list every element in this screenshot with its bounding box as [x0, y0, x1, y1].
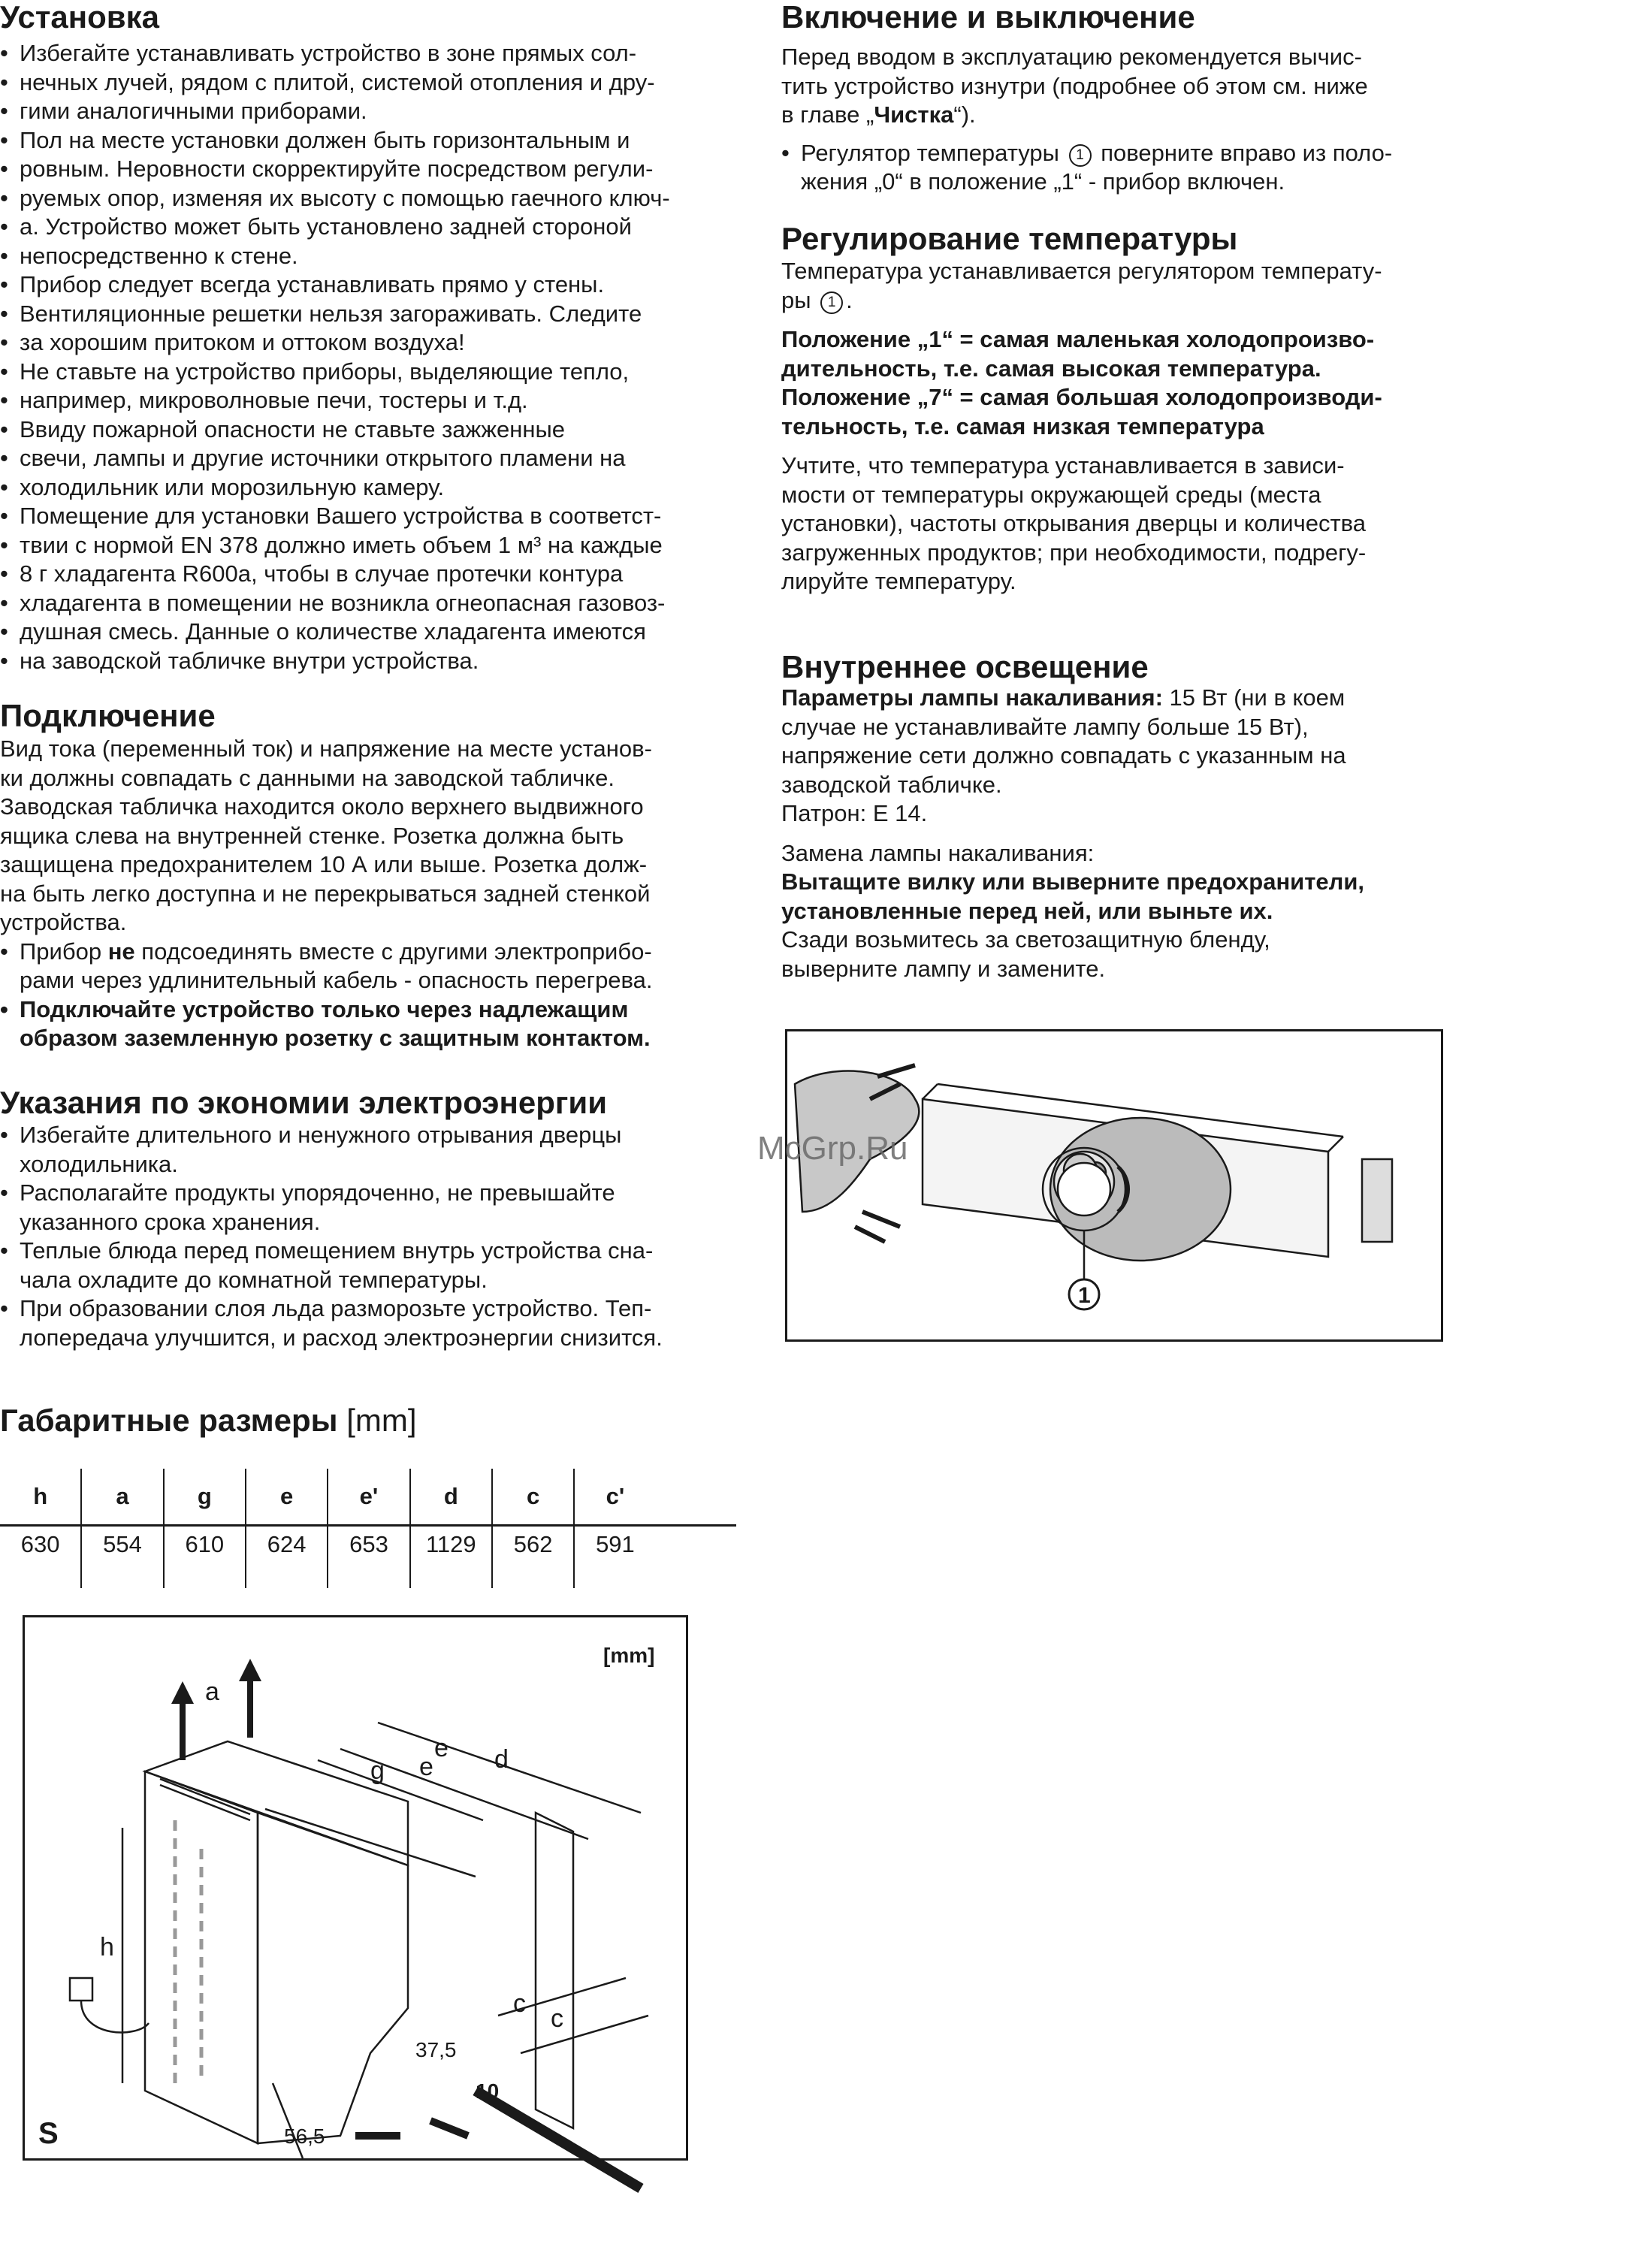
text: рами через удлинительный кабель - опасность перегрева. — [20, 967, 653, 993]
table-header-cell: a — [81, 1469, 163, 1526]
list-item: • твии с нормой EN 378 должно иметь объем 1 м³ на каждые — [0, 531, 744, 560]
table-spacer — [656, 1526, 736, 1589]
list-item: • Избегайте устанавливать устройство в зоне прямых сол- — [0, 39, 744, 68]
temp-text — [781, 257, 1533, 596]
paragraph-line: выверните лампу и замените. — [781, 955, 1106, 982]
callout-label: 1 — [1078, 1283, 1091, 1308]
paragraph-line: Вид тока (переменный ток) и напряжение на месте установ- — [0, 735, 652, 762]
watermark: McGrp.Ru — [757, 1130, 908, 1167]
text: лопередача улучшится, и расход электроэнергии снизится. — [20, 1324, 663, 1351]
label-c-prime: c — [551, 2004, 563, 2033]
table-cell: 591 — [574, 1526, 655, 1589]
paragraph-line: загруженных продуктов; при необходимости, подрегу- — [781, 539, 1367, 566]
paragraph-line — [781, 101, 1533, 130]
list-item: • например, микроволновые печи, тостеры и т.д. — [0, 386, 744, 415]
label-d: d — [494, 1745, 509, 1774]
list-item — [0, 1294, 744, 1352]
temp-bold-block — [781, 325, 1533, 441]
emphasis: не — [107, 938, 135, 965]
text: . — [846, 286, 853, 313]
diagram-unit: [mm] — [603, 1644, 655, 1667]
light-title: Внутреннее освещение — [781, 649, 1149, 684]
paragraph-line: Перед вводом в эксплуатацию рекомендуется вычис- — [781, 44, 1362, 70]
energy-list — [0, 1121, 744, 1352]
paragraph-line: ящика слева на внутренней стенке. Розетка должна быть — [0, 822, 624, 849]
text: ры — [781, 286, 818, 313]
label-c: c — [513, 1989, 526, 2018]
paragraph-line: тельность, т.е. самая низкая температура — [781, 412, 1264, 439]
text: При образовании слоя льда разморозьте устройство. Теп- — [20, 1295, 652, 1321]
text: холодильника. — [20, 1150, 178, 1177]
paragraph-line: Положение „7“ = самая большая холодопроизводи- — [781, 384, 1382, 410]
table-cell: 610 — [164, 1526, 246, 1589]
wall — [536, 1813, 573, 2128]
text: чала охладите до комнатной температуры. — [20, 1266, 488, 1293]
text: указанного срока хранения. — [20, 1208, 321, 1235]
dims-unit: [mm] — [346, 1403, 417, 1438]
label-g: g — [370, 1756, 385, 1785]
table-header-row — [0, 1469, 736, 1526]
list-item: • Ввиду пожарной опасности не ставьте зажженные — [0, 415, 744, 445]
paragraph-line: мости от температуры окружающей среды (места — [781, 481, 1321, 508]
power-socket — [70, 1978, 92, 2001]
dims-title — [0, 1403, 417, 1438]
paragraph-line: напряжение сети должно совпадать с указанным на — [781, 742, 1346, 769]
list-item: • 8 г хладагента R600a, чтобы в случае протечки контура — [0, 560, 744, 589]
table-header-cell: c' — [574, 1469, 655, 1526]
onoff-list — [781, 139, 1533, 197]
table-cell: 554 — [81, 1526, 163, 1589]
panel-end-cap — [1362, 1159, 1392, 1242]
text: образом заземленную розетку с защитным контактом. — [20, 1025, 651, 1051]
paragraph-line: защищена предохранителем 10 А или выше. Розетка долж- — [0, 851, 648, 877]
table-header-cell: c — [492, 1469, 574, 1526]
paragraph-line: Патрон: E 14. — [781, 800, 928, 826]
callout-1: 1 — [1069, 144, 1092, 167]
list-item: • непосредственно к стене. — [0, 242, 744, 271]
list-item: • Прибор следует всегда устанавливать прямо у стены. — [0, 270, 744, 300]
label-10: 10 — [476, 2079, 500, 2103]
list-item: • душная смесь. Данные о количестве хладагента имеются — [0, 618, 744, 647]
list-item: • за хорошим притоком и оттоком воздуха! — [0, 328, 744, 358]
table-cell: 562 — [492, 1526, 574, 1589]
list-item — [781, 139, 1533, 197]
paragraph-line: тить устройство изнутри (подробнее об этом см. ниже — [781, 72, 1368, 99]
connect-list — [0, 938, 744, 1053]
label-s: S — [38, 2117, 59, 2150]
fridge-drawing — [25, 1617, 686, 2158]
table-header-cell: h — [33, 1483, 48, 1509]
dims-title-text: Габаритные размеры — [0, 1403, 338, 1438]
table-header-cell: d — [410, 1469, 492, 1526]
arrow-up — [171, 1681, 194, 1704]
paragraph-line: Положение „1“ = самая маленькая холодопроизво- — [781, 326, 1375, 352]
paragraph-line — [781, 286, 1533, 316]
label-e-prime: e — [434, 1734, 449, 1762]
connect-title: Подключение — [0, 698, 216, 733]
paragraph-line: заводской табличке. — [781, 771, 1002, 798]
paragraph-line: Замена лампы накаливания: — [781, 839, 1095, 866]
table-cell: 653 — [328, 1526, 409, 1589]
emphasis: Чистка — [874, 101, 954, 128]
list-item: • хладагента в помещении не возникла огнеопасная газовоз- — [0, 589, 744, 618]
lamp-diagram — [757, 1029, 1443, 1342]
install-title: Установка — [0, 0, 159, 35]
label-e: e — [419, 1753, 433, 1781]
energy-title: Указания по экономии электроэнергии — [0, 1085, 608, 1120]
text: Регулятор температуры — [801, 139, 1066, 166]
table-cell: 630 — [20, 1531, 60, 1557]
text: Избегайте длительного и ненужного отрывания дверцы — [20, 1122, 622, 1148]
paragraph-line: установки), частоты открывания дверцы и количества — [781, 510, 1367, 536]
temp-title: Регулирование температуры — [781, 221, 1238, 256]
fridge-dimensions-diagram — [23, 1615, 688, 2161]
text: жения „0“ в положение „1“ - прибор включен. — [801, 168, 1285, 195]
list-item: • нечных лучей, рядом с плитой, системой отопления и дру- — [0, 68, 744, 98]
label-56-5: 56,5 — [284, 2125, 325, 2148]
table-cell: 1129 — [410, 1526, 492, 1589]
install-list — [0, 39, 744, 675]
list-item — [0, 938, 744, 995]
list-item: • свечи, лампы и другие источники открытого пламени на — [0, 444, 744, 473]
list-item — [0, 1121, 744, 1179]
lamp-drawing — [757, 1031, 1441, 1339]
list-item — [0, 1237, 744, 1294]
paragraph-line: ки должны совпадать с данными на заводской табличке. — [0, 764, 615, 791]
temp-note — [781, 451, 1533, 596]
paragraph-line: случае не устанавливайте лампу больше 15 Вт), — [781, 713, 1309, 740]
text: Располагайте продукты упорядоченно, не превышайте — [20, 1179, 615, 1206]
table-header-cell: e' — [328, 1469, 409, 1526]
label-a: a — [205, 1678, 219, 1706]
dims-table — [0, 1469, 736, 1588]
list-item: • Вентиляционные решетки нельзя загораживать. Следите — [0, 300, 744, 329]
paragraph-line — [781, 684, 1533, 713]
light-text — [781, 684, 1533, 983]
table-header-cell: g — [164, 1469, 246, 1526]
callout-1: 1 — [820, 291, 843, 314]
list-item: • Помещение для установки Вашего устройства в соответст- — [0, 502, 744, 531]
paragraph-line: установленные перед ней, или выньте их. — [781, 897, 1273, 924]
text: поверните вправо из поло- — [1094, 139, 1393, 166]
list-item: • ровным. Неровности скорректируйте посредством регули- — [0, 155, 744, 184]
text: “). — [953, 101, 976, 128]
table-cell: 624 — [246, 1526, 328, 1589]
text: Теплые блюда перед помещением внутрь устройства сна- — [20, 1237, 654, 1264]
list-item: • Пол на месте установки должен быть горизонтальным и — [0, 126, 744, 156]
paragraph-line: Заводская табличка находится около верхнего выдвижного — [0, 793, 644, 820]
onoff-title: Включение и выключение — [781, 0, 1195, 35]
text: подсоединять вместе с другими электроприбо- — [134, 938, 652, 965]
paragraph-line: Учтите, что температура устанавливается в зависи- — [781, 452, 1345, 479]
paragraph-line: Сзади возьмитесь за светозащитную бленду, — [781, 926, 1270, 953]
table-row — [0, 1526, 736, 1589]
paragraph-line: на быть легко доступна и не перекрываться задней стенкой — [0, 880, 651, 907]
paragraph-line: Вытащите вилку или выверните предохранители, — [781, 868, 1365, 895]
list-item: • а. Устройство может быть установлено задней стороной — [0, 213, 744, 242]
label-h: h — [100, 1933, 114, 1961]
list-item — [0, 995, 744, 1053]
text: Прибор — [20, 938, 108, 965]
paragraph-line: дительность, т.е. самая высокая температура. — [781, 355, 1321, 382]
list-item: • гими аналогичными приборами. — [0, 97, 744, 126]
list-item: • холодильник или морозильную камеру. — [0, 473, 744, 503]
paragraph-line: лируйте температуру. — [781, 568, 1016, 594]
text: в главе „ — [781, 101, 874, 128]
list-item: • на заводской табличке внутри устройства. — [0, 647, 744, 676]
text: 15 Вт (ни в коем — [1162, 684, 1346, 711]
arrow-up — [239, 1659, 261, 1681]
emphasis: Параметры лампы накаливания: — [781, 684, 1163, 711]
paragraph-line: Температура устанавливается регулятором температу- — [781, 258, 1382, 284]
table-spacer — [656, 1469, 736, 1526]
table-header-cell: e — [246, 1469, 328, 1526]
list-item: • Не ставьте на устройство приборы, выделяющие тепло, — [0, 358, 744, 387]
list-item: • руемых опор, изменяя их высоту с помощью гаечного ключ- — [0, 184, 744, 213]
fridge-side — [258, 1813, 408, 2143]
onoff-text — [781, 43, 1533, 197]
label-37-5: 37,5 — [415, 2038, 457, 2061]
wrench — [476, 2091, 641, 2188]
text: Подключайте устройство только через надлежащим — [20, 995, 629, 1022]
list-item — [0, 1179, 744, 1237]
connect-text — [0, 735, 744, 1053]
paragraph-line: устройства. — [0, 909, 127, 935]
